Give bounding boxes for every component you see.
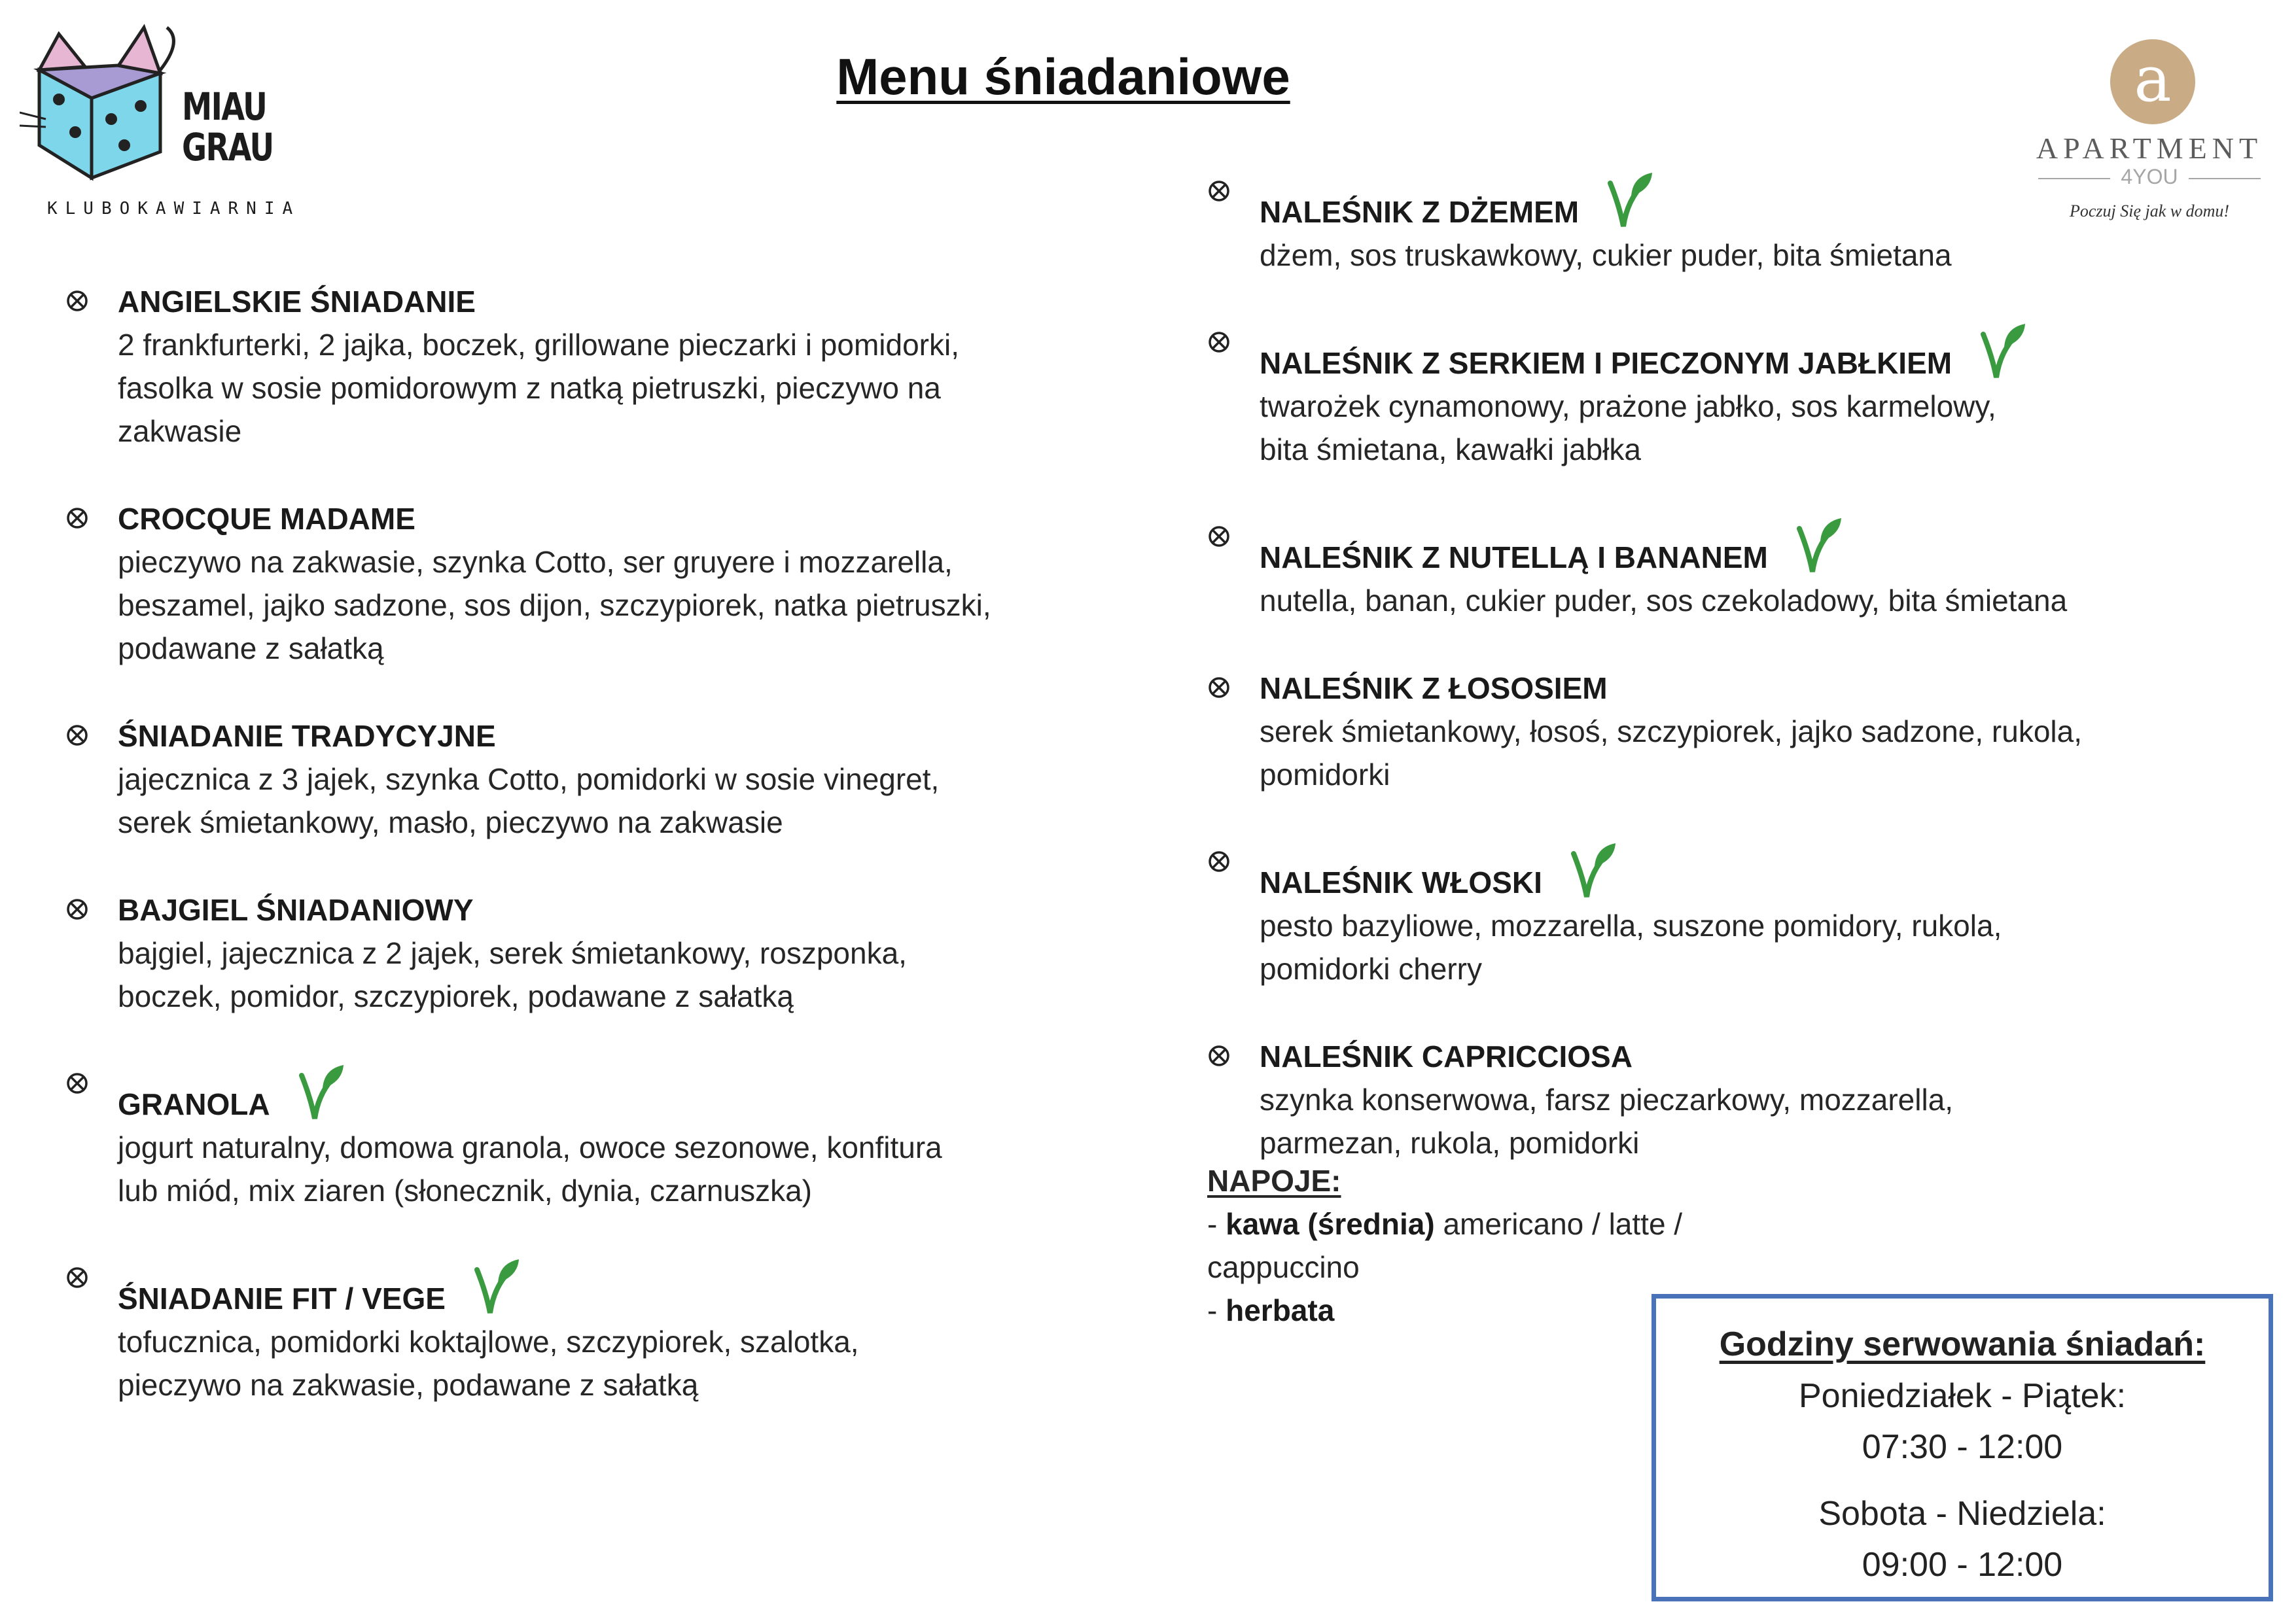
menu-item-description: parmezan, rukola, pomidorki <box>1260 1126 1640 1160</box>
circled-x-icon <box>65 506 89 530</box>
circled-x-icon <box>65 724 89 747</box>
circled-x-icon <box>1207 179 1231 203</box>
menu-item-description: szynka konserwowa, farsz pieczarkowy, mozzarella, <box>1260 1083 1954 1117</box>
hours-weekend-time: 09:00 - 12:00 <box>1862 1546 2063 1584</box>
menu-item-description: boczek, pomidor, szczypiorek, podawane z sałatką <box>118 979 794 1013</box>
menu-item-description: podawane z sałatką <box>118 631 384 665</box>
menu-item-description: pesto bazyliowe, mozzarella, suszone pomidory, rukola, <box>1260 909 2002 943</box>
menu-item-description: pomidorki <box>1260 758 1390 792</box>
menu-item <box>65 280 1086 453</box>
menu-item-description: beszamel, jajko sadzone, sos dijon, szczypiorek, natka pietruszki, <box>118 588 991 622</box>
menu-item-title: NALEŚNIK CAPRICCIOSA <box>1260 1039 1633 1073</box>
leaf-icon <box>296 1062 346 1121</box>
miau-grau-logo <box>13 14 301 263</box>
menu-item-title: NALEŚNIK Z SERKIEM I PIECZONYM JABŁKIEM <box>1260 346 1952 380</box>
menu-item <box>1207 515 2202 622</box>
menu-item <box>1207 170 2202 277</box>
menu-item-title: NALEŚNIK Z NUTELLĄ I BANANEM <box>1260 540 1768 574</box>
leaf-icon <box>1978 321 2028 380</box>
apartment-name: APARTMENT <box>2036 131 2263 165</box>
circled-x-icon <box>1207 1044 1231 1068</box>
circled-x-icon <box>1207 676 1231 699</box>
circled-x-icon <box>65 898 89 921</box>
menu-item-name <box>1260 321 2202 385</box>
drinks-tea-name: herbata <box>1226 1293 1335 1327</box>
menu-item-name <box>1260 170 2202 234</box>
hours-title: Godziny serwowania śniadań: <box>1719 1325 2206 1363</box>
menu-item <box>65 497 1086 670</box>
hours-weekdays-time: 07:30 - 12:00 <box>1862 1428 2063 1466</box>
circled-x-icon <box>1207 850 1231 873</box>
apartment-tagline: Poczuj Się jak w domu! <box>2069 201 2230 220</box>
menu-item-name <box>1260 515 2202 579</box>
menu-item <box>65 1062 1086 1212</box>
menu-item-name <box>118 1257 1086 1320</box>
menu-item-description: fasolka w sosie pomidorowym z natką pietruszki, pieczywo na <box>118 371 941 405</box>
menu-item-description: zakwasie <box>118 414 242 448</box>
menu-item-description: nutella, banan, cukier puder, sos czekoladowy, bita śmietana <box>1260 584 2068 618</box>
menu-item-description: pieczywo na zakwasie, podawane z sałatką <box>118 1368 699 1402</box>
apartment-sub: 4YOU <box>2121 165 2178 188</box>
miau-grau-subtitle: KLUBOKAWIARNIA <box>47 199 301 218</box>
menu-item-name <box>118 497 1086 540</box>
menu-item-title: ANGIELSKIE ŚNIADANIE <box>118 285 476 319</box>
menu-item <box>1207 321 2202 471</box>
menu-item-description: jajecznica z 3 jajek, szynka Cotto, pomidorki w sosie vinegret, <box>118 762 940 796</box>
menu-item-title: CROCQUE MADAME <box>118 502 415 536</box>
menu-item-description: 2 frankfurterki, 2 jajka, boczek, grillowane pieczarki i pomidorki, <box>118 328 959 362</box>
menu-item-description: lub miód, mix ziaren (słonecznik, dynia, czarnuszka) <box>118 1174 812 1208</box>
hours-weekdays-label: Poniedziałek - Piątek: <box>1798 1377 2127 1415</box>
menu-item-description: jogurt naturalny, domowa granola, owoce sezonowe, konfitura <box>118 1130 942 1164</box>
cat-dice-icon <box>20 21 190 204</box>
drinks-coffee-options: americano / latte / cappuccino <box>1207 1207 1683 1284</box>
menu-item-description: dżem, sos truskawkowy, cukier puder, bita śmietana <box>1260 238 1952 272</box>
circled-x-icon <box>1207 525 1231 548</box>
leaf-icon <box>1605 170 1655 229</box>
drinks-coffee <box>1207 1202 1796 1289</box>
drinks-coffee-name: kawa (średnia) <box>1226 1207 1435 1241</box>
menu-item-name <box>1260 841 2202 904</box>
leaf-icon <box>472 1257 521 1316</box>
menu-item <box>65 714 1086 844</box>
menu-item-name <box>1260 667 2202 710</box>
menu-item-description: bajgiel, jajecznica z 2 jajek, serek śmietankowy, roszponka, <box>118 936 907 970</box>
menu-item-name <box>118 888 1086 932</box>
circled-x-icon <box>65 1266 89 1289</box>
page-title: Menu śniadaniowe <box>836 48 1290 105</box>
menu-item-name <box>1260 1035 2202 1078</box>
leaf-icon <box>1794 515 1844 574</box>
menu-item-title: NALEŚNIK Z DŻEMEM <box>1260 195 1580 229</box>
menu-item-title: ŚNIADANIE TRADYCYJNE <box>118 719 496 753</box>
circled-x-icon <box>1207 330 1231 354</box>
menu-item <box>1207 1035 2202 1164</box>
circled-x-icon <box>65 1072 89 1095</box>
menu-item-title: GRANOLA <box>118 1087 270 1121</box>
menu-item-description: tofucznica, pomidorki koktajlowe, szczypiorek, szalotka, <box>118 1325 859 1359</box>
menu-item-description: serek śmietankowy, łosoś, szczypiorek, jajko sadzone, rukola, <box>1260 714 2083 748</box>
menu-item <box>1207 841 2202 990</box>
menu-item-title: NALEŚNIK Z ŁOSOSIEM <box>1260 671 1608 705</box>
menu-item <box>65 888 1086 1018</box>
menu-item-description: twarożek cynamonowy, prażone jabłko, sos karmelowy, <box>1260 389 1996 423</box>
menu-column-right <box>1207 170 2202 1209</box>
menu-item-name <box>118 714 1086 758</box>
menu-item-title: BAJGIEL ŚNIADANIOWY <box>118 893 474 927</box>
menu-item-title: ŚNIADANIE FIT / VEGE <box>118 1282 446 1316</box>
menu-item-description: pieczywo na zakwasie, szynka Cotto, ser gruyere i mozzarella, <box>118 545 953 579</box>
menu-item <box>1207 667 2202 796</box>
leaf-icon <box>1568 841 1618 899</box>
hours-weekend-label: Sobota - Niedziela: <box>1818 1495 2106 1533</box>
menu-item-name <box>118 280 1086 323</box>
apartment-letter-icon: a <box>2110 39 2195 124</box>
drinks-coffee-prefix: - <box>1207 1207 1226 1241</box>
drinks-tea-prefix: - <box>1207 1293 1226 1327</box>
drinks-title: NAPOJE: <box>1207 1164 1341 1198</box>
menu-column-left <box>65 280 1086 1451</box>
menu-item-description: pomidorki cherry <box>1260 952 1482 986</box>
serving-hours-box <box>1651 1294 2273 1601</box>
circled-x-icon <box>65 289 89 313</box>
menu-item-description: bita śmietana, kawałki jabłka <box>1260 432 1641 466</box>
menu-item-name <box>118 1062 1086 1126</box>
miau-grau-wordmark: MIAU GRAU <box>182 84 274 169</box>
menu-item-description: serek śmietankowy, masło, pieczywo na zakwasie <box>118 805 783 839</box>
menu-item <box>65 1257 1086 1406</box>
menu-item-title: NALEŚNIK WŁOSKI <box>1260 865 1542 899</box>
